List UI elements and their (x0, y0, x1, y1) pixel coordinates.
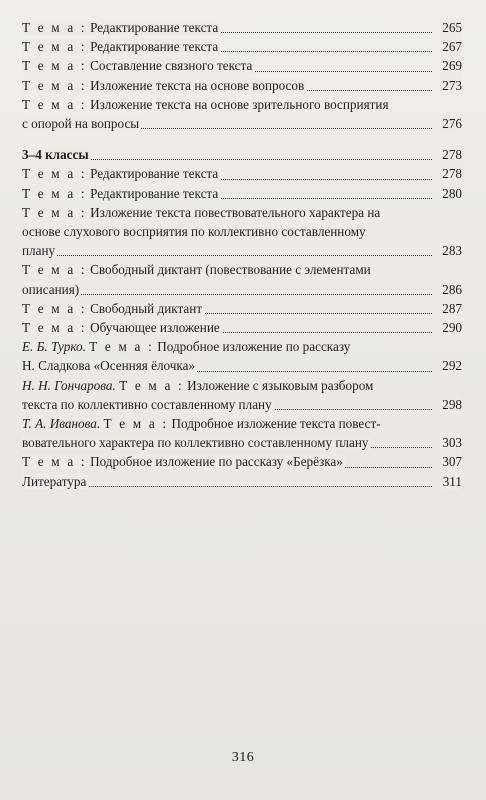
toc-entry-last-line (22, 472, 462, 491)
toc-entry-title: Редактирование текста (90, 166, 219, 182)
toc-entry-page-number: 307 (440, 452, 462, 471)
toc-entry-last-line (22, 145, 462, 164)
toc-entry-line (22, 414, 462, 433)
toc-entry-text (22, 454, 345, 469)
toc-entry-title: Подробное изложение по рассказу (157, 339, 351, 355)
toc-entry[interactable] (22, 18, 462, 37)
toc-entry-text (22, 262, 371, 277)
toc-entry-text (22, 39, 220, 54)
toc-entry-text (22, 166, 220, 181)
toc-entry[interactable] (22, 95, 462, 133)
toc-entry[interactable] (22, 452, 462, 471)
toc-entry-author: Н. Н. Гончарова. (22, 377, 116, 393)
toc-entry-last-line (22, 299, 462, 318)
toc-entry-text (22, 378, 373, 393)
toc-entry-page-number: 265 (440, 18, 462, 37)
toc-entry-last-line (22, 18, 462, 37)
toc-entry-text (22, 78, 306, 93)
toc-entry-page-number: 273 (440, 76, 462, 95)
toc-entry-text (22, 320, 222, 335)
toc-entry-last-line (22, 241, 462, 260)
toc-group-grade-3-4 (22, 164, 462, 490)
toc-entry-last-line (22, 56, 462, 75)
toc-entry-last-line (22, 184, 462, 203)
toc-entry[interactable] (22, 260, 462, 298)
toc-entry-last-line (22, 37, 462, 56)
toc-entry-title: плану (22, 243, 56, 259)
toc-entry-text (22, 243, 57, 258)
toc-entry-last-line (22, 280, 462, 299)
toc-entry-prefix: Т е м а : (22, 262, 87, 278)
toc-entry-title: текста по коллективно составленному плану (22, 396, 272, 412)
toc-entry[interactable] (22, 203, 462, 261)
toc-entry-text (22, 224, 366, 239)
toc-entry-prefix: Т е м а : (22, 185, 87, 201)
toc-entry[interactable] (22, 472, 462, 491)
toc-entry-prefix: Т е м а : (22, 77, 87, 93)
toc-entry-text (22, 116, 141, 131)
toc-entry-prefix: Т е м а : (22, 20, 87, 35)
toc-entry-text (22, 20, 220, 35)
toc-entry-title: Литература (22, 473, 87, 489)
toc-entry-prefix: Т е м а : (22, 166, 87, 182)
toc-entry-page-number: 280 (440, 184, 462, 203)
toc-entry-title: Подробное изложение по рассказу «Берёзка» (90, 454, 343, 470)
toc-entry-title: основе слухового восприятия по коллективно составленному (22, 224, 366, 240)
toc-entry-title: Н. Сладкова «Осенняя ёлочка» (22, 358, 196, 374)
toc-entry-text (22, 474, 88, 489)
toc-section-heading (22, 145, 462, 164)
toc-entry-text (22, 282, 81, 297)
toc-group-grade-1-2 (22, 18, 462, 133)
toc-entry-text (22, 186, 220, 201)
toc-entry-line (22, 337, 462, 356)
toc-entry-last-line (22, 164, 462, 183)
toc-entry-last-line (22, 433, 462, 452)
toc-entry-page-number: 303 (440, 433, 462, 452)
toc-entry-title: с опорой на вопросы (22, 116, 140, 132)
toc-entry-title: описания) (22, 281, 80, 297)
toc-entry-last-line (22, 318, 462, 337)
toc-entry-page-number: 311 (441, 472, 462, 491)
toc-entry-text (22, 58, 254, 73)
toc-entry-text (22, 97, 389, 112)
toc-entry-text (22, 416, 381, 431)
toc-entry-page-number: 290 (440, 318, 462, 337)
dot-leader (22, 294, 432, 295)
toc-entry[interactable] (22, 299, 462, 318)
toc-entry-title: Составление связного текста (90, 58, 253, 74)
toc-entry[interactable] (22, 376, 462, 414)
toc-entry-prefix: Т е м а : (22, 454, 87, 470)
toc-entry-title: вовательного характера по коллективно составленному плану (22, 435, 369, 451)
toc-entry-title: Обучающее изложение (90, 320, 220, 336)
dot-leader (22, 255, 432, 256)
page-number: 316 (231, 750, 255, 765)
toc-entry[interactable] (22, 56, 462, 75)
toc-entry-page-number: 278 (440, 164, 462, 183)
toc-entry-text (22, 435, 371, 450)
toc-entry-title: Свободный диктант (90, 300, 203, 316)
toc-entry-line (22, 203, 462, 222)
toc-entry-prefix: Т е м а : (22, 204, 87, 220)
section-page-number: 278 (440, 145, 462, 164)
toc-entry-line (22, 95, 462, 114)
toc-entry-page-number: 286 (440, 280, 462, 299)
toc-entry-author: Т. А. Иванова. (22, 416, 101, 432)
toc-entry-page-number: 298 (440, 395, 462, 414)
toc-entry-line (22, 222, 462, 241)
toc-entry-text (22, 339, 350, 354)
toc-entry-prefix: Т е м а : (22, 300, 87, 316)
toc-entry-last-line (22, 76, 462, 95)
toc-entry-page-number: 292 (440, 356, 462, 375)
toc-entry-title: Изложение с языковым разбором (187, 377, 374, 393)
toc-entry[interactable] (22, 37, 462, 56)
table-of-contents (22, 18, 462, 491)
toc-entry-text (22, 301, 204, 316)
toc-entry-title: Редактирование текста (90, 185, 219, 201)
toc-entry-last-line (22, 114, 462, 133)
toc-entry-title: Редактирование текста (90, 39, 219, 55)
toc-entry-prefix: Т е м а : (119, 377, 184, 393)
toc-entry-prefix: Т е м а : (22, 320, 87, 336)
toc-entry-line (22, 260, 462, 279)
toc-entry[interactable] (22, 164, 462, 183)
toc-entry-text (22, 358, 197, 373)
toc-entry-title: Изложение текста повествовательного характера на (90, 204, 381, 220)
toc-entry[interactable] (22, 318, 462, 337)
section-title: 3–4 классы (22, 147, 89, 163)
toc-entry-prefix: Т е м а : (22, 58, 87, 74)
toc-entry-author: Е. Б. Турко. (22, 339, 86, 355)
toc-entry-page-number: 269 (440, 56, 462, 75)
toc-entry-prefix: Т е м а : (89, 339, 154, 355)
toc-entry-last-line (22, 395, 462, 414)
toc-entry[interactable] (22, 184, 462, 203)
toc-entry-page-number: 276 (440, 114, 462, 133)
toc-entry-prefix: Т е м а : (22, 96, 87, 112)
toc-entry-prefix: Т е м а : (103, 416, 169, 432)
toc-entry-last-line (22, 452, 462, 471)
toc-entry-title: Подробное изложение текста повест- (171, 416, 381, 432)
toc-entry[interactable] (22, 337, 462, 375)
toc-entry-line (22, 376, 462, 395)
toc-entry-text (22, 205, 380, 220)
toc-entry-prefix: Т е м а : (22, 39, 87, 55)
toc-entry[interactable] (22, 76, 462, 95)
toc-entry[interactable] (22, 414, 462, 452)
toc-entry-text (22, 397, 274, 412)
toc-entry-title: Изложение текста на основе зрительного восприятия (90, 96, 389, 112)
toc-entry-title: Изложение текста на основе вопросов (90, 77, 305, 93)
section-gap (22, 133, 462, 145)
toc-entry-page-number: 267 (440, 37, 462, 56)
toc-entry-title: Свободный диктант (повествование с элементами (90, 262, 371, 278)
toc-entry-page-number: 283 (440, 241, 462, 260)
toc-entry-page-number: 287 (440, 299, 462, 318)
toc-entry-last-line (22, 356, 462, 375)
toc-entry-title: Редактирование текста (90, 20, 219, 35)
